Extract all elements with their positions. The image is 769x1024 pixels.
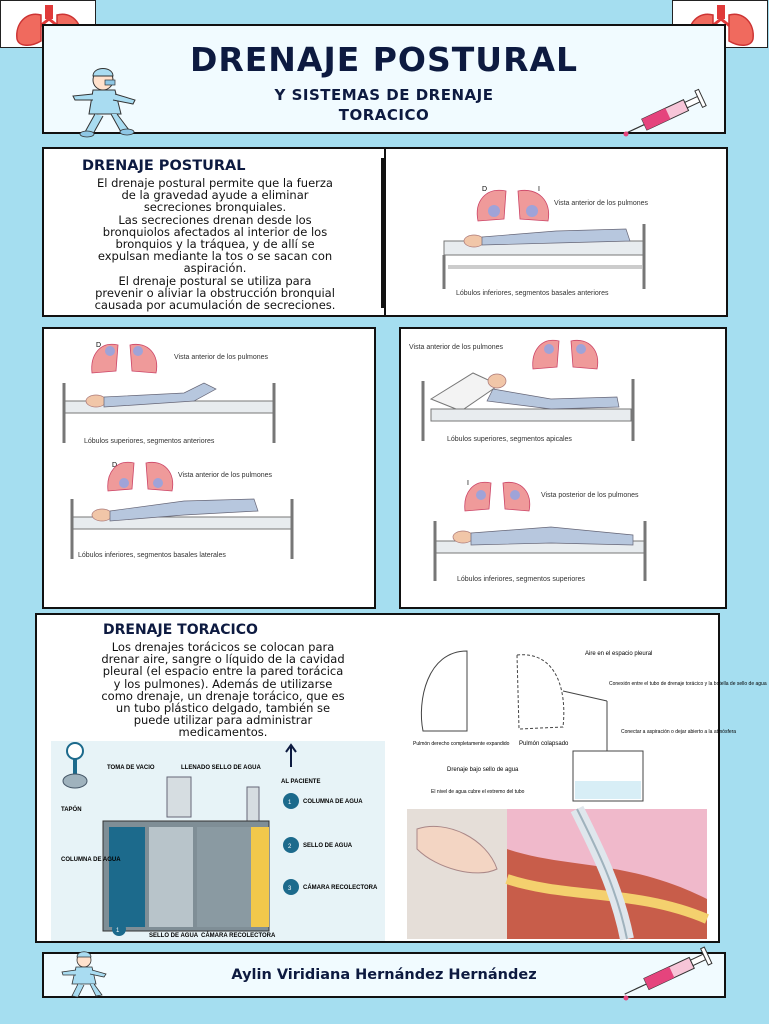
svg-text:1: 1	[116, 928, 120, 934]
postural-line: prevenir o aliviar la obstrucción bronquial	[95, 285, 335, 300]
legend-2-label: SELLO DE AGUA	[303, 843, 353, 849]
toracico-line: como drenaje, un drenaje torácico, que es	[101, 688, 345, 703]
postural-figure-panel	[384, 147, 728, 317]
toracico-line: puede utilizar para administrar	[133, 713, 313, 728]
middle-right-figures	[399, 327, 727, 609]
toracico-heading: DRENAJE TORACICO	[103, 622, 258, 638]
caption-1: Lóbulos inferiores, segmentos basales anteriores	[456, 290, 609, 297]
aire-label: Aire en el espacio pleural	[585, 651, 653, 657]
conectar-label: Conectar a aspiración o dejar abierto a la atmósfera	[621, 729, 737, 735]
page-subtitle-line2: TORACICO	[338, 106, 430, 124]
nurse-illustration	[55, 66, 145, 138]
svg-text:I: I	[467, 480, 469, 487]
llenado-label: LLENADO SELLO DE AGUA	[181, 765, 261, 771]
toracico-panel	[35, 613, 767, 943]
al-paciente-label: AL PACIENTE	[281, 779, 321, 785]
tapon-label: TAPÓN	[61, 807, 82, 813]
nivel-label: El nivel de agua cubre el extremo del tubo	[431, 789, 525, 795]
toma-vacio-label: TOMA DE VACIO	[107, 765, 155, 771]
up-arrow-icon	[286, 745, 296, 767]
svg-text:1: 1	[288, 800, 292, 806]
toracico-line: pleural (el espacio entre la pared torácica	[102, 664, 344, 679]
legend-1-label: COLUMNA DE AGUA	[303, 799, 363, 805]
pleural-diagram	[407, 641, 767, 807]
postural-line: aspiración.	[183, 261, 247, 276]
vista-posterior: Vista posterior de los pulmones	[541, 492, 639, 499]
postural-line: bronquios y la tráquea, y de allí se	[115, 237, 315, 252]
postural-body	[50, 177, 380, 311]
pulmon-col-label: Pulmón colapsado	[519, 741, 569, 747]
legend-3-label: CÁMARA RECOLECTORA	[303, 885, 378, 891]
postural-line: El drenaje postural se utiliza para	[118, 273, 312, 288]
pulmon-der-label: Pulmón derecho completamente expandido	[413, 741, 510, 747]
camara-bottom: CÁMARA RECOLECTORA	[201, 933, 276, 939]
figure-basales-anteriores	[386, 149, 726, 315]
postural-line: expulsan mediante la tos o se sacan con	[97, 249, 333, 264]
postural-heading: DRENAJE POSTURAL	[82, 158, 246, 174]
page-title: DRENAJE POSTURAL	[189, 40, 579, 79]
page-subtitle-line1: Y SISTEMAS DE DRENAJE	[274, 86, 494, 104]
caption-3: Lóbulos inferiores, segmentos basales laterales	[78, 552, 226, 559]
sello-agua-bottom: SELLO DE AGUA	[149, 933, 199, 939]
drenaje-label: Drenaje bajo sello de agua	[447, 767, 519, 773]
toracico-line: medicamentos.	[178, 725, 268, 740]
gauge-icon	[67, 743, 83, 759]
legend	[283, 793, 378, 895]
caption-5: Lóbulos inferiores, segmentos superiores	[457, 576, 586, 583]
toracico-line: un tubo plástico delgado, también se	[115, 701, 331, 716]
vista-anterior-3: Vista anterior de los pulmones	[178, 472, 273, 479]
postural-line: secreciones bronquiales.	[143, 200, 287, 215]
toracico-line: Los drenajes torácicos se colocan para	[111, 640, 335, 654]
svg-text:D: D	[112, 462, 118, 469]
toracico-line: y los pulmones). Además de utilizarse	[113, 676, 333, 691]
middle-left-figures	[42, 327, 376, 609]
chest-drainage-diagram	[51, 741, 385, 941]
vista-anterior-2: Vista anterior de los pulmones	[174, 354, 269, 361]
svg-text:3: 3	[288, 886, 292, 892]
figures-right	[401, 329, 725, 607]
figures-left	[44, 329, 374, 607]
caption-4: Lóbulos superiores, segmentos apicales	[447, 436, 572, 443]
toracico-body	[45, 641, 401, 739]
svg-text:D: D	[96, 342, 102, 349]
postural-line: bronquiolos afectados al interior de los	[102, 224, 328, 239]
postural-text-panel	[42, 147, 386, 317]
toracico-line: drenar aire, sangre o líquido de la cavidad	[101, 652, 345, 667]
postural-line: de la gravedad ayude a eliminar	[121, 188, 309, 203]
caption-2: Lóbulos superiores, segmentos anteriores	[84, 438, 215, 445]
columna-agua-left-label: COLUMNA DE AGUA	[61, 857, 121, 863]
conexion-label: Conexión entre el tubo de drenaje torácico y la botella de sello de agua	[609, 681, 767, 687]
postural-line: Las secreciones drenan desde los	[118, 212, 312, 227]
vista-anterior-4: Vista anterior de los pulmones	[409, 344, 504, 351]
lung-label-i: I	[538, 186, 540, 193]
svg-text:2: 2	[288, 844, 292, 850]
syringe-illustration	[612, 86, 722, 142]
vista-anterior-1: Vista anterior de los pulmones	[554, 200, 649, 207]
author-name: Aylin Viridiana Hernández Hernández	[231, 967, 537, 983]
postural-line: El drenaje postural permite que la fuerza	[97, 176, 333, 190]
syringe-illustration-footer	[610, 940, 730, 1006]
nurse-illustration-footer	[52, 950, 112, 1000]
lung-label-d: D	[482, 186, 488, 193]
postural-line: causada por acumulación de secreciones.	[94, 298, 336, 313]
tube-tissue-illustration	[407, 809, 707, 939]
